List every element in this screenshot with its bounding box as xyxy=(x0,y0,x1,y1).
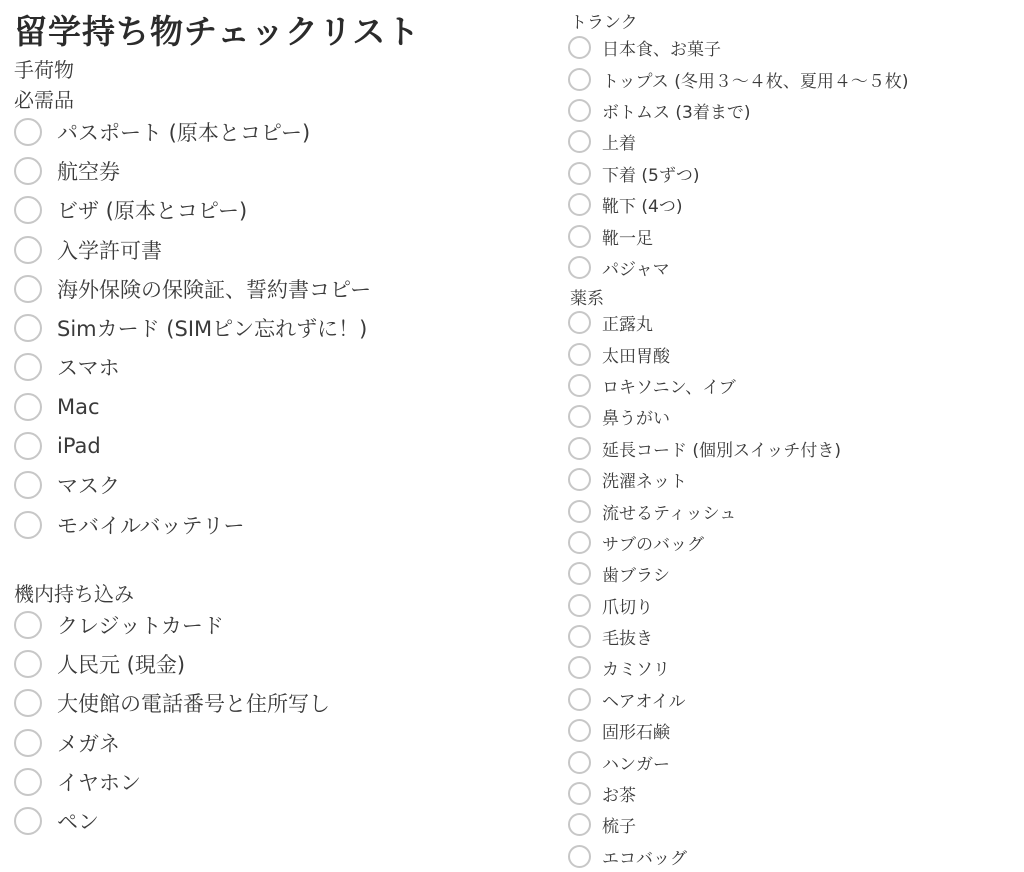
checklist-item-label: パジャマ xyxy=(602,259,670,280)
checkbox-circle[interactable] xyxy=(568,845,591,868)
checklist-item xyxy=(14,466,371,505)
cabin-heading: 機内持ち込み xyxy=(14,582,134,606)
checklist-item xyxy=(14,151,371,190)
checklist-item-label: 航空券 xyxy=(57,159,120,184)
checkbox-circle[interactable] xyxy=(568,162,591,185)
checkbox-circle[interactable] xyxy=(568,656,591,679)
checkbox-circle[interactable] xyxy=(14,650,42,678)
checklist-item xyxy=(568,778,841,809)
checkbox-circle[interactable] xyxy=(14,157,42,185)
checkbox-circle[interactable] xyxy=(568,688,591,711)
checkbox-circle[interactable] xyxy=(568,36,591,59)
checklist-item xyxy=(568,495,841,526)
checklist-item xyxy=(14,684,330,723)
checklist-item xyxy=(14,112,371,151)
checklist-item xyxy=(568,464,841,495)
medicine-list xyxy=(568,307,841,872)
checklist-item-label: 上着 xyxy=(602,134,636,155)
checklist-item-label: ヘアオイル xyxy=(602,691,686,712)
checklist-item-label: ロキソニン、イブ xyxy=(602,377,736,398)
checklist-item xyxy=(14,269,371,308)
checklist-item-label: カミソリ xyxy=(602,660,670,681)
checklist-item-label: 爪切り xyxy=(602,597,653,618)
checklist-item-label: パスポート (原本とコピー) xyxy=(57,120,311,145)
checklist-item-label: 洗濯ネット xyxy=(602,472,687,493)
essentials-heading: 必需品 xyxy=(14,88,74,112)
checkbox-circle[interactable] xyxy=(568,343,591,366)
checklist-item xyxy=(14,426,371,465)
checklist-item xyxy=(14,505,371,544)
checkbox-circle[interactable] xyxy=(14,471,42,499)
checkbox-circle[interactable] xyxy=(568,437,591,460)
checklist-item-label: 大使館の電話番号と住所写し xyxy=(57,692,330,717)
checkbox-circle[interactable] xyxy=(14,729,42,757)
checkbox-circle[interactable] xyxy=(568,468,591,491)
checkbox-circle[interactable] xyxy=(14,511,42,539)
checklist-item-label: 靴下 (4つ) xyxy=(602,197,683,218)
checkbox-circle[interactable] xyxy=(568,99,591,122)
checklist-item xyxy=(568,126,908,157)
checklist-item xyxy=(568,841,841,872)
checklist-item-label: マスク xyxy=(57,474,120,499)
checkbox-circle[interactable] xyxy=(14,275,42,303)
checklist-item xyxy=(568,558,841,589)
checklist-item-label: 歯ブラシ xyxy=(602,566,670,587)
checklist-item-label: スマホ xyxy=(57,356,120,381)
checkbox-circle[interactable] xyxy=(568,68,591,91)
checklist-item xyxy=(568,746,841,777)
checklist-item xyxy=(14,801,330,840)
checklist-item xyxy=(14,308,371,347)
checkbox-circle[interactable] xyxy=(14,689,42,717)
checklist-item xyxy=(568,621,841,652)
checklist-item xyxy=(568,307,841,338)
medicine-heading: 薬系 xyxy=(570,289,604,309)
checklist-item-label: イヤホン xyxy=(57,770,141,795)
checklist-item-label: iPad xyxy=(57,434,101,459)
checkbox-circle[interactable] xyxy=(14,314,42,342)
checklist-item-label: サブのバッグ xyxy=(602,534,704,555)
checkbox-circle[interactable] xyxy=(14,432,42,460)
checklist-item-label: ビザ (原本とコピー) xyxy=(57,199,248,224)
checklist-item xyxy=(568,401,841,432)
checkbox-circle[interactable] xyxy=(14,393,42,421)
checklist-item xyxy=(568,809,841,840)
checklist-item-label: 靴一足 xyxy=(602,228,653,249)
checklist-item xyxy=(14,191,371,230)
checkbox-circle[interactable] xyxy=(14,236,42,264)
checkbox-circle[interactable] xyxy=(568,719,591,742)
checkbox-circle[interactable] xyxy=(568,311,591,334)
checklist-item-label: 固形石鹸 xyxy=(602,723,670,744)
checklist-item xyxy=(568,63,908,94)
checkbox-circle[interactable] xyxy=(568,225,591,248)
checkbox-circle[interactable] xyxy=(568,594,591,617)
checkbox-circle[interactable] xyxy=(568,531,591,554)
trunk-heading: トランク xyxy=(570,13,638,33)
checklist-item xyxy=(568,590,841,621)
checkbox-circle[interactable] xyxy=(14,611,42,639)
checklist-item-label: 日本食、お菓子 xyxy=(602,40,721,61)
checklist-item-label: 海外保険の保険証、誓約書コピー xyxy=(57,277,372,302)
checkbox-circle[interactable] xyxy=(14,353,42,381)
checklist-item-label: エコバッグ xyxy=(602,848,687,869)
checklist-item-label: ハンガー xyxy=(602,754,670,775)
page-title: 留学持ち物チェックリスト xyxy=(14,12,421,51)
checkbox-circle[interactable] xyxy=(568,813,591,836)
checklist-item xyxy=(568,220,908,251)
checklist-item-label: お茶 xyxy=(602,786,636,807)
checklist-item-label: トップス (冬用３〜４枚、夏用４〜５枚) xyxy=(602,71,909,92)
checklist-item xyxy=(568,252,908,283)
checklist-item xyxy=(14,644,330,683)
checklist-item xyxy=(568,527,841,558)
checkbox-circle[interactable] xyxy=(568,562,591,585)
checklist-item xyxy=(568,32,908,63)
checklist-item-label: ボトムス (3着まで) xyxy=(602,102,751,123)
checkbox-circle[interactable] xyxy=(14,196,42,224)
checklist-item-label: 梳子 xyxy=(602,817,636,838)
checklist-item xyxy=(568,158,908,189)
essentials-list xyxy=(14,112,371,544)
checklist-item-label: メガネ xyxy=(57,731,120,756)
checklist-item xyxy=(14,723,330,762)
checklist-item xyxy=(14,762,330,801)
checkbox-circle[interactable] xyxy=(14,118,42,146)
checkbox-circle[interactable] xyxy=(568,374,591,397)
checklist-item-label: 鼻うがい xyxy=(602,409,670,430)
checkbox-circle[interactable] xyxy=(568,256,591,279)
checklist-item-label: 入学許可書 xyxy=(57,238,162,263)
checklist-item-label: 正露丸 xyxy=(602,315,653,336)
checklist-item xyxy=(568,338,841,369)
carry-on-heading: 手荷物 xyxy=(14,58,74,82)
cabin-list xyxy=(14,605,330,841)
checkbox-circle[interactable] xyxy=(568,405,591,428)
checklist-item xyxy=(568,684,841,715)
checklist-item xyxy=(568,715,841,746)
checklist-item-label: 毛抜き xyxy=(602,629,653,650)
checklist-item xyxy=(568,189,908,220)
checklist-item xyxy=(568,95,908,126)
checklist-item xyxy=(14,387,371,426)
checkbox-circle[interactable] xyxy=(568,130,591,153)
checklist-item-label: ペン xyxy=(57,810,99,835)
checklist-item xyxy=(14,605,330,644)
checklist-item-label: 下着 (5ずつ) xyxy=(602,165,700,186)
checklist-item-label: Mac xyxy=(57,394,100,419)
checklist-item-label: 流せるティッシュ xyxy=(602,503,737,524)
checkbox-circle[interactable] xyxy=(14,807,42,835)
checkbox-circle[interactable] xyxy=(568,500,591,523)
checkbox-circle[interactable] xyxy=(568,751,591,774)
checklist-item xyxy=(568,652,841,683)
checklist-item xyxy=(14,348,371,387)
checklist-item-label: Simカード (SIMピン忘れずに！) xyxy=(57,317,368,342)
checklist-item-label: モバイルバッテリー xyxy=(57,513,245,538)
trunk-list xyxy=(568,32,908,283)
checklist-item xyxy=(14,230,371,269)
checklist-item-label: クレジットカード xyxy=(57,613,224,638)
checkbox-circle[interactable] xyxy=(568,782,591,805)
checklist-item-label: 延長コード (個別スイッチ付き) xyxy=(602,440,841,461)
checklist-item-label: 太田胃酸 xyxy=(602,346,670,367)
checklist-item xyxy=(568,370,841,401)
checkbox-circle[interactable] xyxy=(14,768,42,796)
checklist-item xyxy=(568,433,841,464)
checkbox-circle[interactable] xyxy=(568,193,591,216)
checkbox-circle[interactable] xyxy=(568,625,591,648)
checklist-item-label: 人民元 (現金) xyxy=(57,652,186,677)
